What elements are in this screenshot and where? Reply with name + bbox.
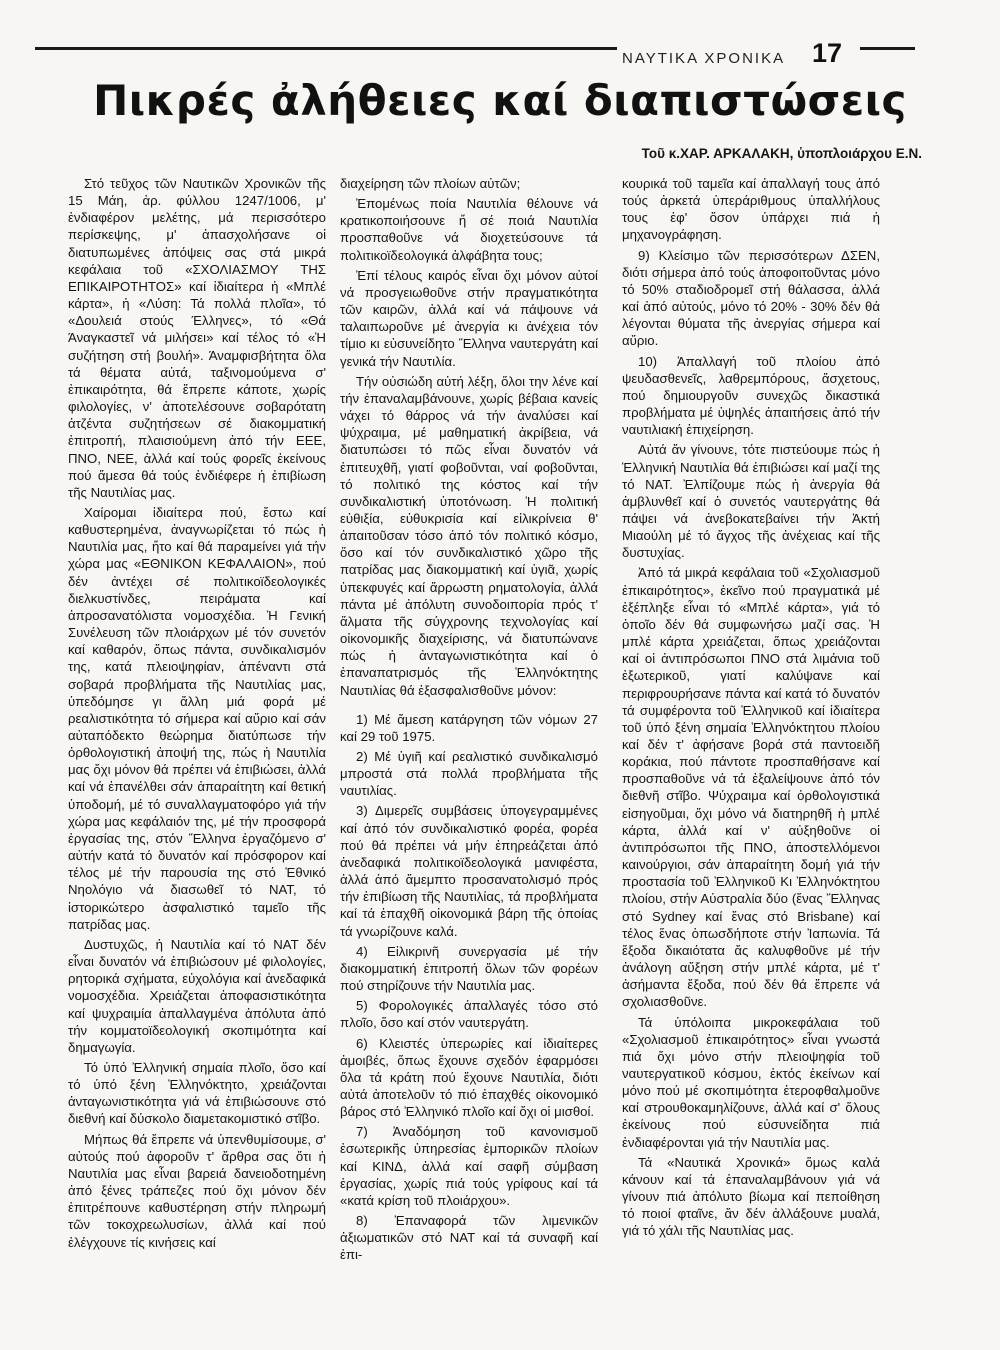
paragraph: Ἐπί τέλους καιρός εἶναι ὄχι μόνον αὐτοί νά προσγειωθοῦνε στήν πραγματικότητα τῶν καιρῶν, ἀλλά καί νά πάψουνε νά ταλαιπωροῦνε μέ ἀνεργία κι ἀνέχεια τόν τίμιο κι εὐσυνείδητο Ἕλληνα ναυτεργάτη καί γενικά τήν Ναυτιλία. xyxy=(340,267,598,369)
list-item: 8) Ἐπαναφορά τῶν λιμενικῶν ἀξιωματικῶν στό ΝΑΤ καί τά συναφῆ καί ἐπι- xyxy=(340,1213,598,1263)
list-item: 9) Κλείσιμο τῶν περισσότερων ΔΣΕΝ, διότι σήμερα ἀπό τούς ἀποφοιτοῦντας μόνο τό 50% σταδιοδρομεῖ στή θάλασσα, ἀλλά καί ἀπό αὐτούς, μόνο τό 20% - 30% δέν θά λέγονται θύματα τῆς ἀνεργίας σήμερα καί αὔριο. xyxy=(622,247,880,349)
article-byline: Τοῦ κ.ΧΑΡ. ΑΡΚΑΛΑΚΗ, ὑποπλοιάρχου Ε.Ν. xyxy=(641,146,922,161)
list-item: 6) Κλειστές ὑπερωρίες καί ἰδιαίτερες ἀμοιβές, ὅπως ἔχουνε σχεδόν ἐφαρμόσει ὅλα τά κράτη πού ἔχουνε Ναυτιλία, διότι αὐτά ἀποτελοῦν τό πιό ἐπαχθές οἰκονομικό βάρος στό Ἐλληνικό πλοῖο καί ὄχι οἱ μισθοί. xyxy=(340,1035,598,1120)
article-title: Πικρές ἀλήθειες καί διαπιστώσεις xyxy=(93,76,907,125)
running-section-title: ΝΑΥΤΙΚΑ ΧΡΟΝΙΚΑ xyxy=(622,50,786,67)
paragraph: Στό τεῦχος τῶν Ναυτικῶν Χρονικῶν τῆς 15 Μάη, ἀρ. φύλλου 1247/1006, μ' ἐνδιαφέρον μελέτης, μά περισσότερο περίσκεψης, μ' ἀπασχολήσανε οἱ διατυπωμένες ἀπόψεις σας στά μικρά κεφάλαια τοῦ «ΣΧΟΛΙΑΣΜΟΥ ΤΗΣ ΕΠΙΚΑΙΡΟΤΗΤΟΣ» καί ἰδιαίτερα ἡ «Μπλέ κάρτα», ἡ «Λύση: Τά πολλά πλοῖα», τό «Δουλειά στούς Έλληνες», τό «Θά Άναγκαστεῖ νά μιλήσει» καί τέλος τό «Ἡ συζήτηση στή βουλή». Άναμφισβήτητα ὅλα τά θέματα αὐτά, ταξινομούμενα σ' ἐπικαιρότητα, θά ἔπρεπε κάποτε, χωρίς φιλολογίες, ν' ἀποτελέσουνε σοβαρότατη ἀτζέντα συζητήσεων σέ διακομματική ἐπιτροπή, πλαισιούμενη ἀπό τήν ΕΕΕ, ΠΝΟ, ΝΕΕ, ἀλλά καί τούς φορεῖς ἐκείνους πού ἄμεσα θά τούς ἐνδιέφερε ἡ ἐπιβίωση τῆς Ναυτιλίας μας. xyxy=(68,176,326,500)
paragraph: Τό ὑπό Ἐλληνική σημαία πλοῖο, ὅσο καί τό ὑπό ξένη Ἑλληνόκτητο, χρειάζονται ἀνταγωνιστικότητα γιά νά ἐπιβιώσουνε στό διεθνή καί δύσκολο διαμετακομιστικό στῖβο. xyxy=(68,1059,326,1127)
list-item: 5) Φορολογικές ἀπαλλαγές τόσο στό πλοῖο, ὅσο καί στόν ναυτεργάτη. xyxy=(340,998,598,1031)
column-2 xyxy=(340,175,598,1267)
paragraph: Μήπως θά ἔπρεπε νά ὑπενθυμίσουμε, σ' αὐτούς πού ἀφοροῦν τ' ἄρθρα σας ὅτι ἡ Ναυτιλία μας εἶναι βαρειά δανειοδοτημένη ἀπό ξένες τράπεζες πού ὄχι μόνον δέν ἐπιτρέπουνε καθυστέρηση στήν πληρωμή τῶν τοκοχρεωλυσίων, ἀλλά καί πού ἐλέγχουνε τίς κινήσεις καί xyxy=(68,1131,326,1250)
list-item: 4) Εἰλικρινῆ συνεργασία μέ τήν διακομματική ἐπιτροπή ὅλων τῶν φορέων πού στηρίζουνε τήν Ναυτιλία μας. xyxy=(340,943,598,994)
page-number: 17 xyxy=(812,38,843,68)
list-item: 10) Ἀπαλλαγή τοῦ πλοίου ἀπό ψευδασθενεῖς, λαθρεμπόρους, ἄσχετους, πού δημιουργοῦν συνεχῶς δικαστικά προβλήματα μέ ὑψηλές ἀπαιτήσεις ἀπό τήν ναυτιλιακή ἐπιχείρηση. xyxy=(622,353,880,438)
paragraph: Τήν οὐσιώδη αὐτή λέξη, ὅλοι την λένε καί τήν ἐπαναλαμβάνουνε, χωρίς βέβαια κανείς νάχει τό θάρρος νά τήν ἀναλύσει καί ψύχραιμα, μέ μαθηματική ἀκρίβεια, νά διατυπώσει τό πῶς εἶναι δυνατόν νά ἐπιτευχθῆ, γιατί φοβοῦνται, ναί φοβοῦνται, τό πολιτικό της κόστος καί τήν συνδικαλιστική ὑποτόνωση. Ἡ πολιτική εὐθιξία, εὐθυκρισία καί εἰλικρίνεια θ' ἀπαιτοῦσαν τόσο ἀπό τόν πολιτικό κόσμο, ὅσο καί τόν συνδικαλιστικό χῶρο τῆς πατρίδας μας διακομματική καί ὑγιᾶ, χωρίς ὑπεκφυγές καί ἄρρωστη ρηματολογία, ἀλλά πάντα μέ ἀπόλυτη συνοδοιπορία πρός τ' ἅλματα τῆς σύγχρονης τεχνολογίας καί οἰκονομικῆς διαχείρισης, νά διατυπώνανε πώς ἡ ἀνταγωνιστικότητα καί ὁ ἐπαναπατρισμός τῆς Ἑλληνόκτητης Ναυτιλίας θά ἐξασφαλισθοῦνε μόνον: xyxy=(340,373,598,698)
column-3 xyxy=(622,175,880,1243)
list-item: 2) Μέ ὑγιῆ καί ρεαλιστικό συνδικαλισμό μπροστά στά πολλά προβλήματα τῆς ναυτιλίας. xyxy=(340,749,598,799)
paragraph: Αὐτά ἄν γίνουνε, τότε πιστεύουμε πώς ἡ Ἑλληνική Ναυτιλία θά ἐπιβιώσει καί μαζί της τό ΝΑΤ. Ἐλπίζουμε πώς ἡ ἀνεργία θά ἀμβλυνθεῖ καί ὁ συνετός ναυτεργάτης θά πάψει νά ἀνεβοκατεβαίνει τήν Ἀκτή Μιαούλη μέ τό ἄγχος τῆς ἀνέχειας καί τῆς δυστυχίας. xyxy=(622,442,880,561)
paragraph: Ἐπομένως ποία Ναυτιλία θέλουνε νά κρατικοποιήσουνε ἤ σέ ποιά Ναυτιλία προσπαθοῦνε νά διοχετεύσουνε τά πολιτικοϊδεολογικά ἀλφάβητα τους; xyxy=(340,196,598,263)
paragraph: Χαίρομαι ἰδιαίτερα πού, ἔστω καί καθυστερημένα, ἀναγνωρίζεται τό πώς ἡ Ναυτιλία μας, ἤτο καί θά παραμείνει γιά τήν χώρα μας «ΕΘΝΙΚΟΝ ΚΕΦΑΛΑΙΟΝ», πού δέν ἀντέχει σέ πολιτικοϊδεολογικές διελκυστίνδες, πειράματα καί ἀπροσανατόλιστα νομοσχέδια. Ἡ Γενική Συνέλευση τῶν πλοιάρχων μέ τόν συνετόν καί καθαρόν, ὅπως πάντα, συνδικαλισμόν της, κατά πλειοψηφίαν, ἀπέναντι στά σοβαρά προβλήματα τῆς Ναυτιλίας μας, ὑπεδόμησε γι ἄλλη μιά φορά μέ ρεαλιστικότητα τό σήμερα καί αὔριο καί σάν αὐταπόδεκτο θεώρημα διατύπωσε τήν ὀρθολογιστική ἀποψή της, πώς ἡ Ναυτιλία μας ὄχι μόνον θά πρέπει νά ἐπιβιώσει, ἀλλά καί νά ἐπανέλθει σάν ἀπαραίτητη καί θετική ὑποδομή, μέ τό συναλλαγματοφόρο γιά τήν χώρα μας κεφάλαιόν της, μέ τήν προσφορά ἐργασίας της, στόν Ἕλληνα ἐργαζόμενο σ' αὐτήν κατά τό δυνατόν καί πρόσφορον καί τέλος μέ τήν παρουσία της στό Ἐθνικό Νηολόγιο νά διασωθεῖ τό ΝΑΤ, τό ἱστορικώτερο ἀσφαλιστικό ταμεῖο τῆς πατρίδας μας. xyxy=(68,504,326,932)
header-rule-right xyxy=(860,47,915,50)
paragraph: διαχείρηση τῶν πλοίων αὐτῶν; xyxy=(340,176,521,191)
paragraph: Τά «Ναυτικά Χρονικά» ὅμως καλά κάνουν καί τά ἐπαναλαμβάνουν γιά νά γίνουν πιά ἀπόλυτο βίωμα καί πεποίθηση τό ποιοί φταῖνε, ἄν δέν ἀλλάξουνε μυαλά, γιά τό χάλι τῆς Ναυτιλίας μας. xyxy=(622,1154,880,1239)
paragraph: Δυστυχῶς, ἡ Ναυτιλία καί τό ΝΑΤ δέν εἶναι δυνατόν νά ἐπιβιώσουν μέ φιλολογίες, ρητορικά σχήματα, εὐχολόγια καί ἀνεδαφικά νομοσχέδια. Χρειάζεται ἀποφασιστικότητα καί ψυχραιμία ἀπαλλαγμένα ἀπόλυτα ἀπό τήν κομματοϊδεολογική σκοπιμότητα καί δημαγωγία. xyxy=(68,936,326,1055)
paragraph: κουρικά τοῦ ταμεῖα καί ἀπαλλαγή τους ἀπό τούς ἀρκετά ὑπεράριθμους ὑπαλλήλους τους ἐφ' ὅσον ὑπάρχει πιά ἡ μηχανογράφηση. xyxy=(622,176,880,243)
column-1 xyxy=(68,175,326,1254)
list-item: 3) Διμερεῖς συμβάσεις ὑπογεγραμμένες καί ἀπό τόν συνδικαλιστικό φορέα, φορέα πού θά πρέπει νά μήν ἐπηρεάζεται ἀπό ἀνεδαφικά πολιτικοϊδεολογικά μανιφέστα, ἀλλά ἀπό ἄμεμπτο προσανατολισμό πρός τήν ἐπιβίωση τῆς Ναυτιλίας, τά προβλήματα καί τά ἐπαχθῆ οἰκονομικά βάρη τῆς ὁποίας τά γνωρίζουνε καλά. xyxy=(340,803,598,939)
list-item: 1) Μέ ἄμεση κατάργηση τῶν νόμων 27 καί 29 τοῦ 1975. xyxy=(340,711,598,744)
list-item: 7) Ἀναδόμηση τοῦ κανονισμοῦ ἐσωτερικῆς ὑπηρεσίας ἐμπορικῶν πλοίων καί ΚΙΝΔ, ἀλλά καί σαφῆ σύμβαση ἐργασίας, χωρίς πιά τούς γρίφους καί τά «κατά κρίση τοῦ πλοιάρχου». xyxy=(340,1124,598,1208)
paragraph: Τά ὑπόλοιπα μικροκεφάλαια τοῦ «Σχολιασμοῦ ἐπικαιρότητος» εἶναι γνωστά πιά ὄχι μόνο στήν πλειοψηφία τοῦ ναυτεργατικοῦ κόσμου, ἐκτός ἐκείνων καί μόνο πού μέ σκοπιμότητα ἑτεροφθαλμοῦνε καί στρουθοκαμηλίζουνε, ἀλλά καί σ' ὅλους ἐκείνους πού εὐσυνείδητα πιά ἐνδιαφέρονται γιά τήν Ναυτιλία μας. xyxy=(622,1014,880,1150)
paragraph: Ἀπό τά μικρά κεφάλαια τοῦ «Σχολιασμοῦ ἐπικαιρότητος», ἐκεῖνο πού πραγματικά μέ ἐξέπληξε εἶναι τό «Μπλέ κάρτα», γιά τό ὁποῖο δέν θά συμφωνήσω μαζί σας. Ἡ μπλέ κάρτα χρειάζεται, ὅπως χρειάζονται καί οἱ ἀντιπρόσωποι ΠΝΟ στά λιμάνια τοῦ ἐξωτερικοῦ, γιατί καλύψανε καί περιφρουρήσανε πάντα καί κατά τό δυνατόν τά συμφέροντα τοῦ Ἑλληνικοῦ καί ἰδιαίτερα τοῦ ὑπό ξένη σημαία Ἑλληνόκτητου πλοίου καί δέν τ' ἀφήσανε βορά στά παντοειδῆ κοράκια, πού πάντοτε προσπαθήσανε καί προσπαθοῦνε νά τά ἐξαλείψουνε ἀπό τόν διεθνῆ στῖβο. Ψύχραιμα καί ὀρθολογιστικά εἰσηγοῦμαι, ὄχι μόνο νά διατηρηθῆ ἡ μπλέ κάρτα, ἀλλά καί ν' αὐξηθοῦνε οἱ ἀντιπρόσωποι τῆς ΠΝΟ, ἀποστελλόμενοι καινούργιοι, σάν ἀπαραίτητη δομή γιά τήν προστασία τοῦ Ἑλληνικοῦ Κι Ἑλληνόκτητου πλοίου, στήν Αὐστραλία δύο (ἕνας Ἕλληνας στό Sydney καί ἕνας στό Brisbane) καί τέλος ἕνας ὁπωσδήποτε στήν Ἰαπωνία. Τά ἔξοδα δικαιότατα ἄς καλυφθοῦνε μέ τήν ἀνάλογη αὔξηση στήν μπλέ κάρτα, μέ τ' ἀσήμαντα ἔξοδα, πού δέν θά ἔπρεπε νά σχολιασθοῦνε. xyxy=(622,565,880,1010)
header-rule-left xyxy=(35,47,617,50)
